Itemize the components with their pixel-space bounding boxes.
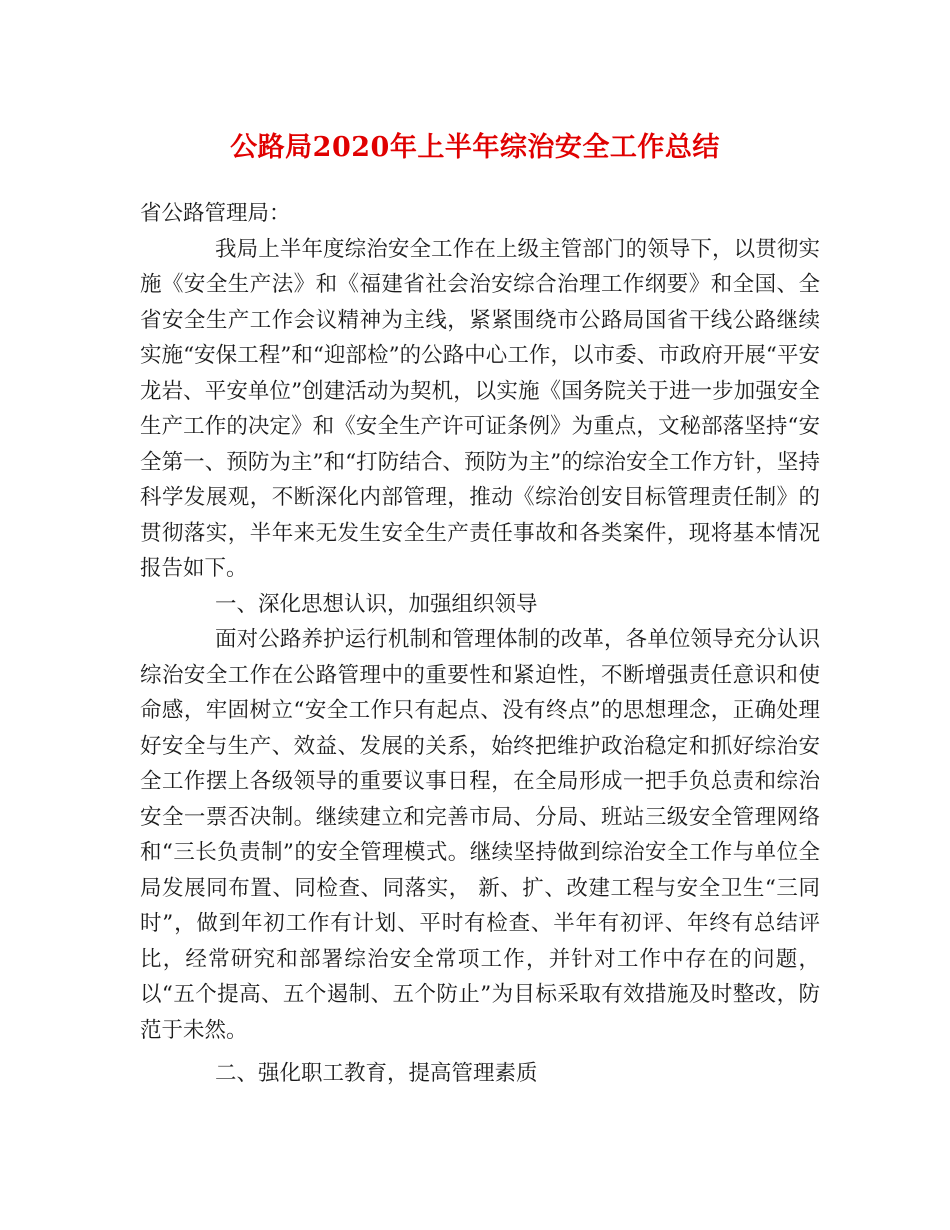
section-heading-1: 一、深化思想认识，加强组织领导 [215,591,538,617]
document-body [140,196,820,1092]
paragraph-intro: 我局上半年度综治安全工作在上级主管部门的领导下，以贯彻实施《安全生产法》和《福建省社会治安综合治理工作纲要》和全国、全省安全生产工作会议精神为主线，紧紧围绕市公路局国省干线公路继续实施“安保工程”和“迎部检”的公路中心工作，以市委、市政府开展“平安龙岩、平安单位”创建活动为契机，以实施《国务院关于进一步加强安全生产工作的决定》和《安全生产许可证条例》为重点，文秘部落坚持“安全第一、预防为主”和“打防结合、预防为主”的综治安全工作方针，坚持科学发展观，不断深化内部管理，推动《综治创安目标管理责任制》的贯彻落实，半年来无发生安全生产责任事故和各类案件，现将基本情况报告如下。 [140,236,820,581]
document-title: 公路局2020年上半年综治安全工作总结 [230,132,720,163]
section-heading-2: 二、强化职工教育，提高管理素质 [215,1061,538,1086]
paragraph-section-1: 面对公路养护运行机制和管理体制的改革，各单位领导充分认识综治安全工作在公路管理中的重要性和紧迫性，不断增强责任意识和使命感，牢固树立“安全工作只有起点、没有终点”的思想理念，正确处理好安全与生产、效益、发展的关系，始终把维护政治稳定和抓好综治安全工作摆上各级领导的重要议事日程，在全局形成一把手负总责和综治安全一票否决制。继续建立和完善市局、分局、班站三级安全管理网络和“三长负责制”的安全管理模式。继续坚持做到综治安全工作与单位全局发展同布置、同检查、同落实， 新、扩、改建工程与安全卫生“三同时”，做到年初工作有计划、平时有检查、半年有初评、年终有总结评比，经常研究和部署综治安全常项工作，并针对工作中存在的问题，以“五个提高、五个遏制、五个防止”为目标采取有效措施及时整改，防范于未然。 [140,627,820,1043]
salutation: 省公路管理局： [140,201,291,226]
